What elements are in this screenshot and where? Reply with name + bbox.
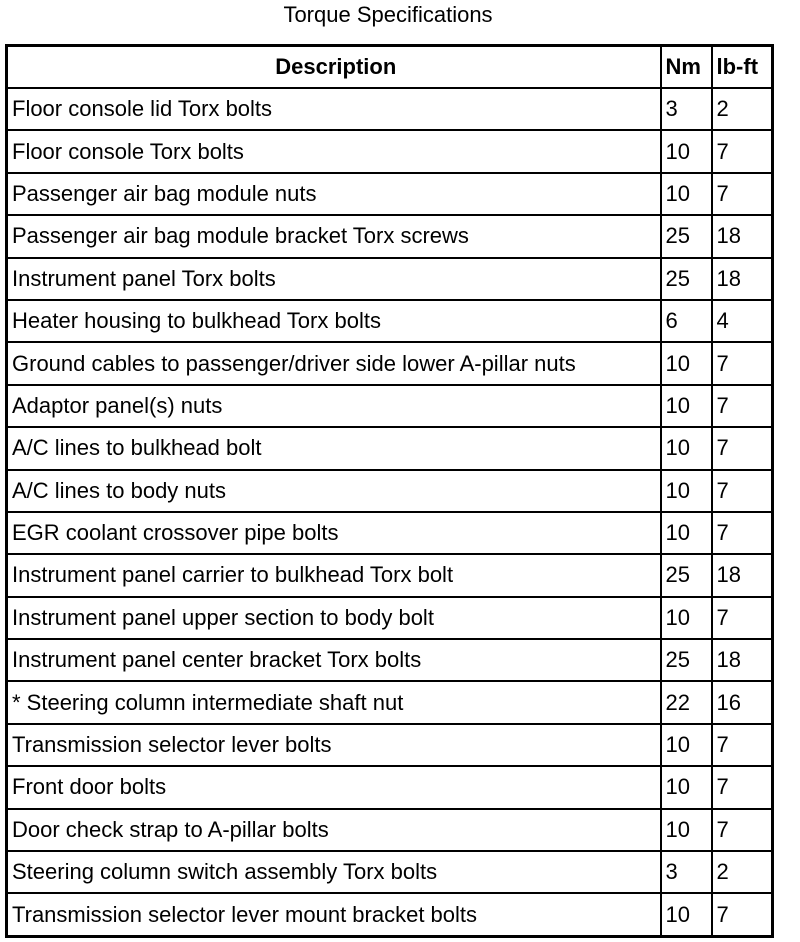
nm-cell: 10 xyxy=(661,724,712,766)
description-cell: Adaptor panel(s) nuts xyxy=(7,385,661,427)
description-cell: Heater housing to bulkhead Torx bolts xyxy=(7,300,661,342)
lbft-cell: 2 xyxy=(712,88,773,130)
description-cell: A/C lines to body nuts xyxy=(7,470,661,512)
lbft-cell: 7 xyxy=(712,893,773,936)
table-row xyxy=(7,851,773,893)
description-cell: EGR coolant crossover pipe bolts xyxy=(7,512,661,554)
table-row xyxy=(7,342,773,384)
lbft-cell: 7 xyxy=(712,597,773,639)
description-cell: Ground cables to passenger/driver side lower A-pillar nuts xyxy=(7,342,661,384)
table-row xyxy=(7,300,773,342)
nm-cell: 25 xyxy=(661,258,712,300)
lbft-cell: 18 xyxy=(712,554,773,596)
description-cell: * Steering column intermediate shaft nut xyxy=(7,681,661,723)
nm-cell: 6 xyxy=(661,300,712,342)
description-cell: Transmission selector lever bolts xyxy=(7,724,661,766)
nm-cell: 25 xyxy=(661,639,712,681)
table-row xyxy=(7,427,773,469)
description-cell: Steering column switch assembly Torx bolts xyxy=(7,851,661,893)
nm-cell: 10 xyxy=(661,512,712,554)
lbft-cell: 7 xyxy=(712,173,773,215)
table-row xyxy=(7,554,773,596)
lbft-cell: 16 xyxy=(712,681,773,723)
lbft-cell: 7 xyxy=(712,809,773,851)
table-row xyxy=(7,893,773,936)
lbft-cell: 2 xyxy=(712,851,773,893)
description-cell: Front door bolts xyxy=(7,766,661,808)
description-cell: Floor console Torx bolts xyxy=(7,130,661,172)
table-row xyxy=(7,215,773,257)
table-row xyxy=(7,512,773,554)
lbft-cell: 4 xyxy=(712,300,773,342)
nm-cell: 10 xyxy=(661,427,712,469)
page-title: Torque Specifications xyxy=(283,2,493,27)
description-cell: Transmission selector lever mount bracket bolts xyxy=(7,893,661,936)
table-row xyxy=(7,258,773,300)
description-cell: Door check strap to A-pillar bolts xyxy=(7,809,661,851)
nm-cell: 10 xyxy=(661,809,712,851)
nm-cell: 10 xyxy=(661,766,712,808)
nm-cell: 10 xyxy=(661,130,712,172)
lbft-cell: 7 xyxy=(712,385,773,427)
lbft-cell: 18 xyxy=(712,215,773,257)
lbft-cell: 7 xyxy=(712,342,773,384)
lbft-cell: 7 xyxy=(712,130,773,172)
description-cell: A/C lines to bulkhead bolt xyxy=(7,427,661,469)
nm-header: Nm xyxy=(661,46,712,89)
description-cell: Instrument panel center bracket Torx bolts xyxy=(7,639,661,681)
description-cell: Instrument panel upper section to body bolt xyxy=(7,597,661,639)
nm-cell: 10 xyxy=(661,173,712,215)
nm-cell: 3 xyxy=(661,88,712,130)
nm-cell: 10 xyxy=(661,342,712,384)
table-row xyxy=(7,766,773,808)
header-row xyxy=(7,46,773,89)
lbft-cell: 7 xyxy=(712,766,773,808)
table-row xyxy=(7,173,773,215)
lbft-cell: 7 xyxy=(712,724,773,766)
description-header: Description xyxy=(7,46,661,89)
torque-spec-table xyxy=(5,44,774,938)
table-row xyxy=(7,470,773,512)
nm-cell: 3 xyxy=(661,851,712,893)
table-row xyxy=(7,88,773,130)
description-cell: Passenger air bag module bracket Torx screws xyxy=(7,215,661,257)
nm-cell: 25 xyxy=(661,215,712,257)
lbft-cell: 18 xyxy=(712,639,773,681)
description-cell: Floor console lid Torx bolts xyxy=(7,88,661,130)
nm-cell: 10 xyxy=(661,893,712,936)
nm-cell: 10 xyxy=(661,597,712,639)
table-row xyxy=(7,724,773,766)
lbft-cell: 7 xyxy=(712,470,773,512)
table-row xyxy=(7,385,773,427)
nm-cell: 22 xyxy=(661,681,712,723)
table-row xyxy=(7,681,773,723)
description-cell: Instrument panel carrier to bulkhead Torx bolt xyxy=(7,554,661,596)
lbft-cell: 7 xyxy=(712,427,773,469)
nm-cell: 10 xyxy=(661,385,712,427)
table-row xyxy=(7,597,773,639)
lbft-cell: 18 xyxy=(712,258,773,300)
nm-cell: 10 xyxy=(661,470,712,512)
lbft-cell: 7 xyxy=(712,512,773,554)
nm-cell: 25 xyxy=(661,554,712,596)
table-row xyxy=(7,130,773,172)
lbft-header: lb-ft xyxy=(712,46,773,89)
table-row xyxy=(7,639,773,681)
description-cell: Instrument panel Torx bolts xyxy=(7,258,661,300)
table-row xyxy=(7,809,773,851)
description-cell: Passenger air bag module nuts xyxy=(7,173,661,215)
